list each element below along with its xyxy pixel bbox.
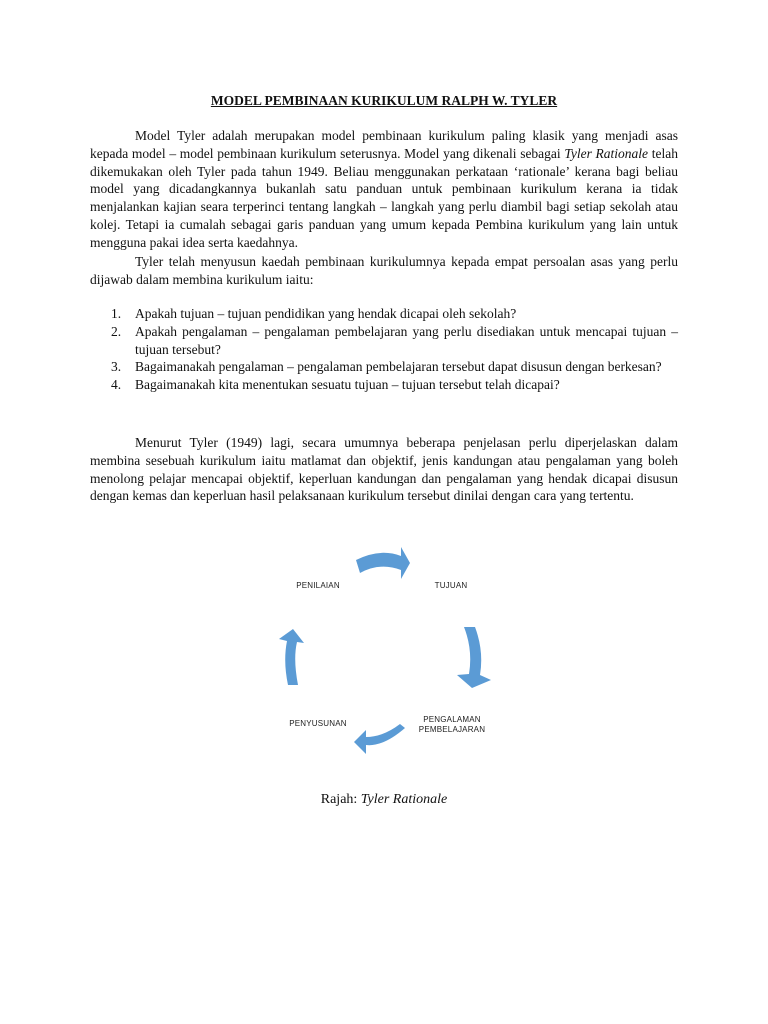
questions-list: [111, 305, 678, 394]
paragraph-summary-text: Menurut Tyler (1949) lagi, secara umumnya beberapa penjelasan perlu diperjelaskan dalam membina sesebuah kurikulum iaitu matlamat dan objektif, jenis kandungan atau pengalaman yang boleh menolong pelajar mencapai objektif, keperluan kandungan dan pengalaman yang hendak dicapai disusun dengan kemas dan keperluan hasil pelaksanaan kurikulum tersebut dinilai dengan cara yang tertentu.: [90, 435, 678, 504]
paragraph-intro: [90, 127, 678, 252]
list-item-text: Apakah tujuan – tujuan pendidikan yang hendak dicapai oleh sekolah?: [135, 306, 517, 321]
paragraph-intro-text-1: Model Tyler adalah merupakan model pembinaan kurikulum paling klasik yang menjadi asas kepada model – model pembinaan kurikulum seterusnya. Model yang dikenali sebagai: [90, 128, 678, 161]
paragraph-questions-intro: [90, 253, 678, 289]
label-penyusunan: PENYUSUNAN: [289, 719, 347, 728]
arrow-penyusunan-to-penilaian: [279, 629, 304, 685]
list-item: [111, 376, 678, 394]
arrow-pengalaman-to-penyusunan: [354, 724, 405, 754]
list-item: [111, 358, 678, 376]
label-tujuan: TUJUAN: [434, 581, 468, 590]
arrow-penilaian-to-tujuan: [356, 547, 410, 579]
label-pengalaman-line2: PEMBELAJARAN: [418, 725, 486, 734]
arrow-tujuan-to-pengalaman: [457, 627, 491, 688]
paragraph-intro-text-2: telah dikemukakan oleh Tyler pada tahun 1949. Beliau menggunakan perkataan ‘rationale’ kerana bagi beliau model yang dicadangkannya bukanlah satu panduan untuk pembinaan kurikulum kerana ia tidak menjalankan kajian seara terperinci tentang langkah – langkah yang perlu diambil bagi setiap sekolah atau kolej. Tetapi ia cumalah sebagai garis panduan yang umum kepada Pembina kurikulum yang lain untuk mengguna pakai idea serta kaedahnya.: [90, 145, 678, 250]
label-penilaian: PENILAIAN: [296, 581, 340, 590]
caption-emphasis: Tyler Rationale: [360, 792, 448, 807]
label-pengalaman-line1: PENGALAMAN: [423, 715, 481, 724]
document-title: MODEL PEMBINAAN KURIKULUM RALPH W. TYLER: [210, 93, 558, 108]
figure-caption: [0, 792, 768, 808]
label-pengalaman-pembelajaran: [412, 715, 492, 735]
list-item-text: Bagaimanakah pengalaman – pengalaman pembelajaran tersebut dapat disusun dengan berkesan?: [135, 359, 662, 375]
caption-prefix: Rajah:: [320, 792, 361, 807]
paragraph-questions-intro-text: Tyler telah menyusun kaedah pembinaan kurikulumnya kepada empat persoalan asas yang perlu dijawab dalam membina kurikulum iaitu:: [90, 254, 678, 287]
list-item: [111, 323, 678, 359]
list-item-text: Bagaimanakah kita menentukan sesuatu tujuan – tujuan tersebut telah dicapai?: [135, 377, 560, 393]
list-item-text: Apakah pengalaman – pengalaman pembelajaran yang perlu disediakan untuk mencapai tujuan – tujuan tersebut?: [135, 323, 678, 357]
cycle-arrows: [250, 535, 520, 775]
tyler-rationale-emphasis: Tyler Rationale: [564, 145, 649, 161]
tyler-cycle-diagram: [250, 535, 520, 775]
list-number: 4.: [111, 377, 122, 393]
list-number: 3.: [111, 359, 122, 375]
list-number: 2.: [111, 323, 122, 339]
list-item: [111, 305, 678, 323]
paragraph-summary: [90, 434, 678, 505]
list-number: 1.: [111, 306, 122, 321]
